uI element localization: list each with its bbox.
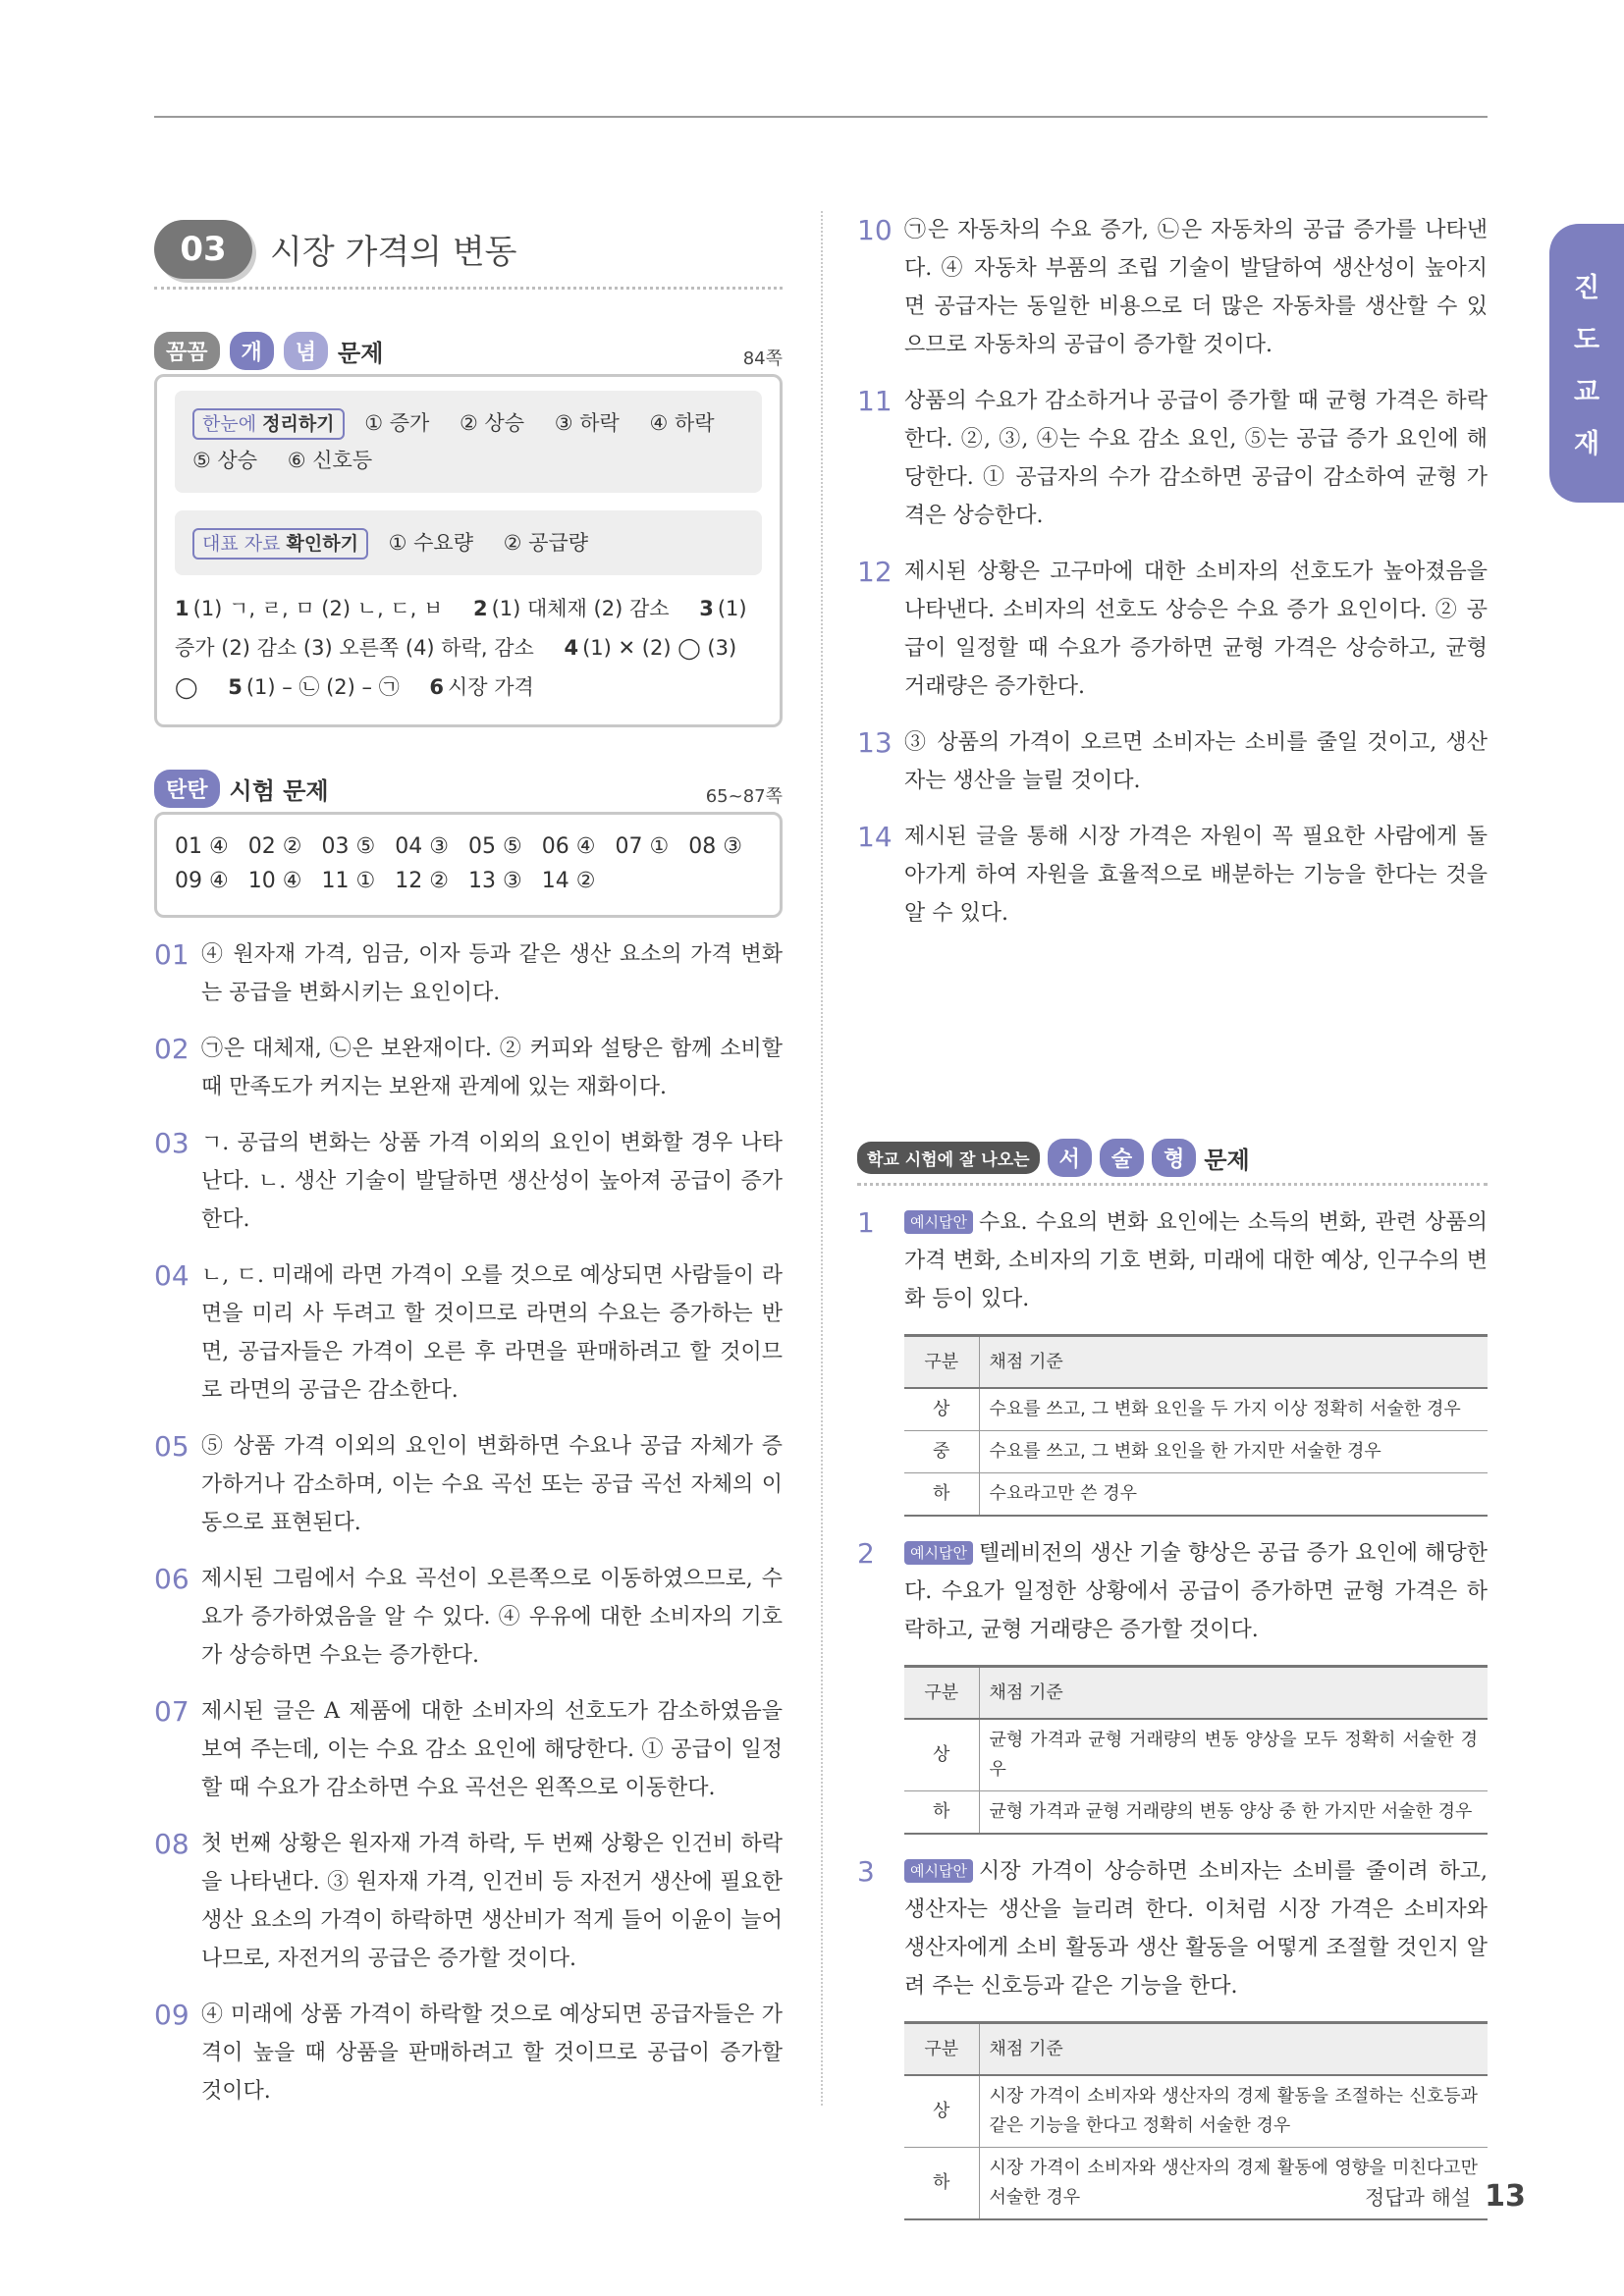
rubric-grade: 상 bbox=[904, 2075, 979, 2148]
rubric-grade: 하 bbox=[904, 1791, 979, 1835]
rubric-table bbox=[904, 1334, 1488, 1517]
right-column bbox=[857, 211, 1488, 2220]
concept-tag: 념 bbox=[284, 332, 328, 370]
rubric-row bbox=[904, 1719, 1488, 1791]
question-number: 14 bbox=[857, 821, 893, 853]
rubric-criterion: 시장 가격이 소비자와 생산자의 경제 활동에 영향을 미친다고만 서술한 경우 bbox=[979, 2148, 1488, 2220]
exam-header bbox=[154, 769, 783, 808]
exam-answer: 14 ② bbox=[541, 869, 596, 893]
page-number: 13 bbox=[1485, 2179, 1526, 2214]
page-footer bbox=[1365, 2179, 1526, 2214]
essay-label: 문제 bbox=[1204, 1147, 1250, 1174]
rubric-header: 구분 bbox=[904, 1667, 979, 1720]
explanation-text: ㄴ, ㄷ. 미래에 라면 가격이 오를 것으로 예상되면 사람들이 라면을 미리 사 두려고 할 것이므로 라면의 수요는 증가하는 반면, 공급자들은 가격이 오른 후 라면을 판매하려고 할 것이므로 라면의 공급은 감소한다. bbox=[201, 1263, 783, 1403]
summary-label: 한눈에 정리하기 bbox=[192, 408, 345, 440]
essay-item bbox=[857, 1534, 1488, 1835]
rubric-grade: 중 bbox=[904, 1431, 979, 1473]
rubric-row bbox=[904, 1431, 1488, 1473]
exam-answer: 01 ④ bbox=[175, 834, 229, 859]
rubric-row bbox=[904, 1388, 1488, 1431]
rubric-criterion: 시장 가격이 소비자와 생산자의 경제 활동을 조절하는 신호등과 같은 기능을 한다고 정확히 서술한 경우 bbox=[979, 2075, 1488, 2148]
example-answer-text: 수요. 수요의 변화 요인에는 소득의 변화, 관련 상품의 가격 변화, 소비자의 기호 변화, 미래에 대한 예상, 인구수의 변화 등이 있다. bbox=[904, 1210, 1488, 1311]
rubric-grade: 상 bbox=[904, 1388, 979, 1431]
essay-title-char: 서 bbox=[1048, 1139, 1092, 1177]
concept-page-ref: 84쪽 bbox=[742, 348, 783, 369]
left-explanations bbox=[154, 935, 783, 2110]
concept-answers bbox=[175, 589, 762, 707]
concept-tag: 개 bbox=[230, 332, 274, 370]
essay-body bbox=[904, 1852, 1488, 2220]
exam-tag: 탄탄 bbox=[154, 770, 220, 808]
explanation-item bbox=[154, 1825, 783, 1978]
essay-number: 3 bbox=[857, 1855, 875, 1888]
rubric-header: 채점 기준 bbox=[979, 1336, 1488, 1389]
rubric-header: 채점 기준 bbox=[979, 1667, 1488, 1720]
explanation-item bbox=[857, 382, 1488, 535]
explanation-text: 제시된 글은 A 제품에 대한 소비자의 선호도가 감소하였음을 보여 주는데, 이는 수요 감소 요인에 해당한다. ① 공급이 일정할 때 수요가 감소하면 수요 곡선은 왼쪽으로 이동한다. bbox=[201, 1699, 783, 1800]
explanation-text: ④ 미래에 상품 가격이 하락할 것으로 예상되면 공급자들은 가격이 높을 때 상품을 판매하려고 할 것이므로 공급이 증가할 것이다. bbox=[201, 2002, 783, 2104]
exam-answer-box bbox=[154, 812, 783, 918]
question-number: 01 bbox=[154, 938, 189, 971]
exam-answer-grid bbox=[175, 828, 762, 897]
summary-item: ④ 하락 bbox=[649, 411, 715, 435]
rubric-row bbox=[904, 1473, 1488, 1517]
concept-header bbox=[154, 331, 783, 370]
explanation-text: 제시된 그림에서 수요 곡선이 오른쪽으로 이동하였으므로, 수요가 증가하였음을 알 수 있다. ④ 우유에 대한 소비자의 기호가 상승하면 수요는 증가한다. bbox=[201, 1567, 783, 1668]
concept-answer: 5 (1) – ㉡ (2) – ㉠ bbox=[228, 675, 400, 699]
explanation-item bbox=[857, 723, 1488, 800]
concept-answer: 3 (1) 증가 (2) 감소 (3) 오른쪽 (4) 하락, 감소 bbox=[175, 597, 747, 660]
essay-title-char: 형 bbox=[1152, 1139, 1196, 1177]
question-number: 03 bbox=[154, 1127, 189, 1159]
explanation-item bbox=[154, 1030, 783, 1106]
side-tab-char: 도 bbox=[1573, 325, 1600, 355]
explanation-text: ㉠은 자동차의 수요 증가, ㉡은 자동차의 공급 증가를 나타낸다. ④ 자동차 부품의 조립 기술이 발달하여 생산성이 높아지면 공급자는 동일한 비용으로 더 많은 자동차를 생산할 수 있으므로 자동차의 공급이 증가할 것이다. bbox=[904, 218, 1488, 357]
essay-number: 1 bbox=[857, 1206, 875, 1239]
rubric-header: 구분 bbox=[904, 1336, 979, 1389]
right-explanations bbox=[857, 211, 1488, 933]
essay-title-char: 술 bbox=[1100, 1139, 1144, 1177]
essay-body bbox=[904, 1534, 1488, 1835]
essay-number: 2 bbox=[857, 1537, 875, 1570]
side-tab-char: 재 bbox=[1573, 429, 1600, 459]
summary-box bbox=[175, 391, 762, 493]
explanation-text: ③ 상품의 가격이 오르면 소비자는 소비를 줄일 것이고, 생산자는 생산을 늘릴 것이다. bbox=[904, 730, 1488, 793]
concept-answer: 6 시장 가격 bbox=[429, 675, 534, 699]
question-number: 10 bbox=[857, 214, 893, 246]
question-number: 04 bbox=[154, 1259, 189, 1292]
explanation-text: 상품의 수요가 감소하거나 공급이 증가할 때 균형 가격은 하락한다. ②, ③, ④는 수요 감소 요인, ⑤는 공급 증가 요인에 해당한다. ① 공급자의 수가 감소하면 공급이 감소하여 균형 가격은 상승한다. bbox=[904, 389, 1488, 528]
concept-answer: 2 (1) 대체재 (2) 감소 bbox=[472, 597, 670, 620]
explanation-text: ④ 원자재 가격, 임금, 이자 등과 같은 생산 요소의 가격 변화는 공급을 변화시키는 요인이다. bbox=[201, 942, 783, 1005]
explanation-item bbox=[857, 818, 1488, 933]
explanation-item bbox=[154, 1692, 783, 1807]
top-rule bbox=[154, 116, 1488, 118]
exam-answer: 10 ④ bbox=[247, 869, 302, 893]
rubric-header: 구분 bbox=[904, 2023, 979, 2076]
example-answer-label: 예시답안 bbox=[904, 1859, 973, 1883]
explanation-item bbox=[154, 1124, 783, 1239]
concept-answer: 1 (1) ㄱ, ㄹ, ㅁ (2) ㄴ, ㄷ, ㅂ bbox=[175, 597, 444, 620]
column-divider bbox=[821, 211, 823, 2106]
explanation-text: ㉠은 대체재, ㉡은 보완재이다. ② 커피와 설탕은 함께 소비할 때 만족도가 커지는 보완재 관계에 있는 재화이다. bbox=[201, 1037, 783, 1099]
section-number: 03 bbox=[154, 220, 252, 279]
explanation-item bbox=[154, 1256, 783, 1410]
exam-answer: 08 ③ bbox=[688, 834, 742, 859]
side-tab[interactable] bbox=[1549, 224, 1624, 503]
explanation-item bbox=[857, 211, 1488, 364]
essay-header bbox=[857, 1139, 1488, 1186]
summary-item: ① 증가 bbox=[364, 411, 430, 435]
rubric-grade: 하 bbox=[904, 2148, 979, 2220]
exam-answer: 09 ④ bbox=[175, 869, 229, 893]
explanation-item bbox=[154, 1427, 783, 1542]
essay-item bbox=[857, 1203, 1488, 1517]
rubric-criterion: 균형 가격과 균형 거래량의 변동 양상 중 한 가지만 서술한 경우 bbox=[979, 1791, 1488, 1835]
question-number: 05 bbox=[154, 1430, 189, 1463]
rubric-criterion: 수요라고만 쓴 경우 bbox=[979, 1473, 1488, 1517]
question-number: 09 bbox=[154, 1999, 189, 2031]
explanation-text: 제시된 상황은 고구마에 대한 소비자의 선호도가 높아졌음을 나타낸다. 소비자의 선호도 상승은 수요 증가 요인이다. ② 공급이 일정할 때 수요가 증가하면 균형 가격은 상승하고, 균형 거래량은 증가한다. bbox=[904, 560, 1488, 699]
exam-answer: 13 ③ bbox=[468, 869, 522, 893]
question-number: 12 bbox=[857, 556, 893, 588]
rubric-criterion: 수요를 쓰고, 그 변화 요인을 두 가지 이상 정확히 서술한 경우 bbox=[979, 1388, 1488, 1431]
exam-answer: 04 ③ bbox=[395, 834, 449, 859]
concept-label: 문제 bbox=[338, 340, 384, 367]
concept-answer: 4 (1) ✕ (2) ◯ (3) ◯ bbox=[175, 636, 737, 699]
concept-box bbox=[154, 374, 783, 727]
rubric-grade: 상 bbox=[904, 1719, 979, 1791]
summary-item: ③ 하락 bbox=[554, 411, 620, 435]
exam-answer: 11 ① bbox=[321, 869, 376, 893]
explanation-text: ⑤ 상품 가격 이외의 요인이 변화하면 수요나 공급 자체가 증가하거나 감소하며, 이는 수요 곡선 또는 공급 곡선 자체의 이동으로 표현된다. bbox=[201, 1434, 783, 1535]
data-check-box bbox=[175, 510, 762, 575]
exam-answer: 02 ② bbox=[247, 834, 302, 859]
left-column bbox=[154, 211, 783, 2110]
question-number: 02 bbox=[154, 1033, 189, 1065]
exam-answer: 07 ① bbox=[615, 834, 670, 859]
question-number: 07 bbox=[154, 1695, 189, 1728]
summary-item: ⑥ 신호등 bbox=[287, 449, 373, 472]
data-item: ② 공급량 bbox=[503, 531, 589, 555]
question-number: 13 bbox=[857, 726, 893, 759]
summary-item: ② 상승 bbox=[459, 411, 525, 435]
example-answer-label: 예시답안 bbox=[904, 1210, 973, 1234]
section-header bbox=[154, 211, 783, 290]
exam-answer: 06 ④ bbox=[541, 834, 596, 859]
essay-body bbox=[904, 1203, 1488, 1517]
exam-label: 시험 문제 bbox=[229, 777, 329, 805]
explanation-item bbox=[154, 935, 783, 1012]
example-answer-label: 예시답안 bbox=[904, 1541, 973, 1565]
footer-label: 정답과 해설 bbox=[1365, 2185, 1472, 2210]
data-check-label: 대표 자료 확인하기 bbox=[192, 528, 368, 560]
section-title: 시장 가격의 변동 bbox=[270, 233, 517, 272]
explanation-item bbox=[154, 1996, 783, 2110]
exam-page-ref: 65~87쪽 bbox=[705, 786, 783, 807]
example-answer-text: 텔레비전의 생산 기술 향상은 공급 증가 요인에 해당한다. 수요가 일정한 상황에서 공급이 증가하면 균형 가격은 하락하고, 균형 거래량은 증가할 것이다. bbox=[904, 1541, 1488, 1642]
exam-answer: 05 ⑤ bbox=[468, 834, 522, 859]
question-number: 11 bbox=[857, 385, 893, 417]
side-tab-char: 진 bbox=[1573, 273, 1600, 303]
essay-items bbox=[857, 1203, 1488, 2220]
essay-item bbox=[857, 1852, 1488, 2220]
essay-tag: 학교 시험에 잘 나오는 bbox=[857, 1142, 1040, 1174]
rubric-criterion: 균형 가격과 균형 거래량의 변동 양상을 모두 정확히 서술한 경우 bbox=[979, 1719, 1488, 1791]
rubric-criterion: 수요를 쓰고, 그 변화 요인을 한 가지만 서술한 경우 bbox=[979, 1431, 1488, 1473]
explanation-item bbox=[857, 553, 1488, 706]
explanation-text: ㄱ. 공급의 변화는 상품 가격 이외의 요인이 변화할 경우 나타난다. ㄴ. 생산 기술이 발달하면 생산성이 높아져 공급이 증가한다. bbox=[201, 1131, 783, 1232]
summary-item: ⑤ 상승 bbox=[192, 449, 258, 472]
question-number: 08 bbox=[154, 1828, 189, 1860]
rubric-row bbox=[904, 2075, 1488, 2148]
example-answer-text: 시장 가격이 상승하면 소비자는 소비를 줄이려 하고, 생산자는 생산을 늘리려 한다. 이처럼 시장 가격은 소비자와 생산자에게 소비 활동과 생산 활동을 어떻게 조절할 것인지 알려 주는 신호등과 같은 기능을 한다. bbox=[904, 1859, 1488, 1999]
rubric-table bbox=[904, 1665, 1488, 1835]
explanation-text: 첫 번째 상황은 원자재 가격 하락, 두 번째 상황은 인건비 하락을 나타낸다. ③ 원자재 가격, 인건비 등 자전거 생산에 필요한 생산 요소의 가격이 하락하면 생산비가 적게 들어 이윤이 늘어나므로, 자전거의 공급은 증가할 것이다. bbox=[201, 1832, 783, 1971]
rubric-grade: 하 bbox=[904, 1473, 979, 1517]
question-number: 06 bbox=[154, 1563, 189, 1595]
exam-answer: 03 ⑤ bbox=[321, 834, 376, 859]
explanation-text: 제시된 글을 통해 시장 가격은 자원이 꼭 필요한 사람에게 돌아가게 하여 자원을 효율적으로 배분하는 기능을 한다는 것을 알 수 있다. bbox=[904, 825, 1488, 926]
explanation-item bbox=[154, 1560, 783, 1675]
concept-tag: 꼼꼼 bbox=[154, 332, 220, 370]
rubric-row bbox=[904, 1791, 1488, 1835]
rubric-header: 채점 기준 bbox=[979, 2023, 1488, 2076]
exam-answer: 12 ② bbox=[395, 869, 449, 893]
side-tab-char: 교 bbox=[1573, 377, 1600, 407]
data-item: ① 수요량 bbox=[388, 531, 473, 555]
